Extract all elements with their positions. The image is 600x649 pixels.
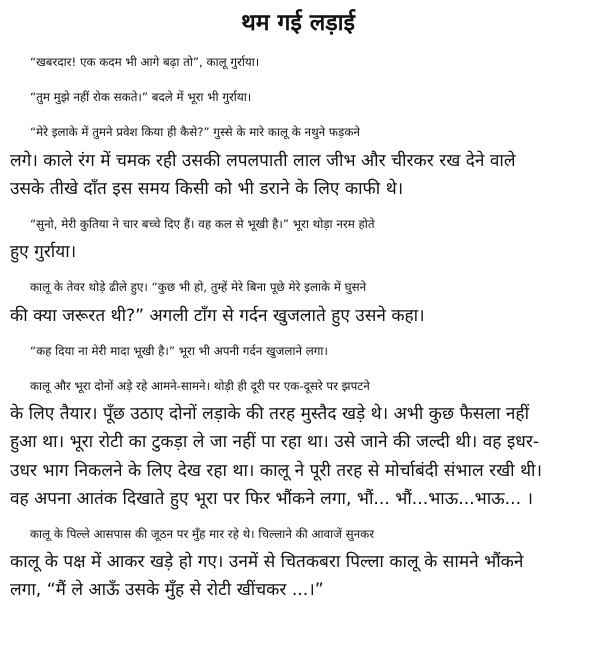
text-line: वह अपना आतंक दिखाते हुए भूरा पर फिर भौंकने लगा, भौं... भौं...भाऊ...भाऊ... । xyxy=(10,488,534,509)
paragraph-3 xyxy=(10,118,586,203)
text-line: उसके तीखे दाँत इस समय किसी को भी डराने के लिए काफी थे। xyxy=(10,178,404,199)
paragraph-1 xyxy=(10,48,586,76)
text-line: हुए गुर्राया। xyxy=(10,242,77,263)
text-line: कालू के पक्ष में आकर खड़े हो गए। उनमें से चितकबरा पिल्ला कालू के सामने भौंकने xyxy=(10,552,524,573)
text-line: के लिए तैयार। पूँछ उठाए दोनों लड़ाके की तरह मुस्तैद खड़े थे। अभी कुछ फैसला नहीं xyxy=(10,404,530,425)
paragraph-2 xyxy=(10,83,586,111)
text-line: कालू और भूरा दोनों अड़े रहे आमने-सामने। थोड़ी ही दूरी पर एक-दूसरे पर झपटने xyxy=(30,379,370,394)
text-line: लगा, “मैं ले आऊँ उसके मुँह से रोटी खींचकर ...।” xyxy=(10,580,324,601)
paragraph-8 xyxy=(10,520,586,605)
text-line: लगे। काले रंग में चमक रही उसकी लपलपाती लाल जीभ और चीरकर रख देने वाले xyxy=(10,150,516,171)
text-line: “तुम मुझे नहीं रोक सकते।” बदले में भूरा भी गुर्राया। xyxy=(30,90,252,105)
text-line: की क्या जरूरत थी?” अगली टाँग से गर्दन खुजलाते हुए उसने कहा। xyxy=(10,305,425,326)
text-line: “सुनो, मेरी कुतिया ने चार बच्चे दिए हैं। वह कल से भूखी है।” भूरा थोड़ा नरम होते xyxy=(30,217,375,232)
text-line: “कह दिया ना मेरी मादा भूखी है।” भूरा भी अपनी गर्दन खुजलाने लगा। xyxy=(30,343,328,358)
paragraph-4 xyxy=(10,210,586,266)
paragraph-7 xyxy=(10,372,586,513)
text-line: हुआ था। भूरा रोटी का टुकड़ा ले जा नहीं पा रहा था। उसे जाने की जल्दी थी। वह इधर- xyxy=(10,432,540,453)
paragraph-5 xyxy=(10,273,586,329)
text-line: कालू के पिल्ले आसपास की जूठन पर मुँह मार रहे थे। चिल्लाने की आवाजें सुनकर xyxy=(30,527,375,542)
text-line: कालू के तेवर थोड़े ढीले हुए। “कुछ भी हो, तुम्हें मेरे बिना पूछे मेरे इलाके में घुसने xyxy=(30,280,367,295)
story-title: थम गई लड़ाई xyxy=(241,10,355,36)
text-line: उधर भाग निकलने के लिए देख रहा था। कालू ने पूरी तरह से मोर्चाबंदी संभाल रखी थी। xyxy=(10,460,543,481)
text-line: “मेरे इलाके में तुमने प्रवेश किया ही कैसे?” गुस्से के मारे कालू के नथुने फड़कने xyxy=(30,125,360,140)
paragraph-6 xyxy=(10,337,586,365)
text-line: “खबरदार! एक कदम भी आगे बढ़ा तो”, कालू गुर्राया। xyxy=(30,55,260,69)
